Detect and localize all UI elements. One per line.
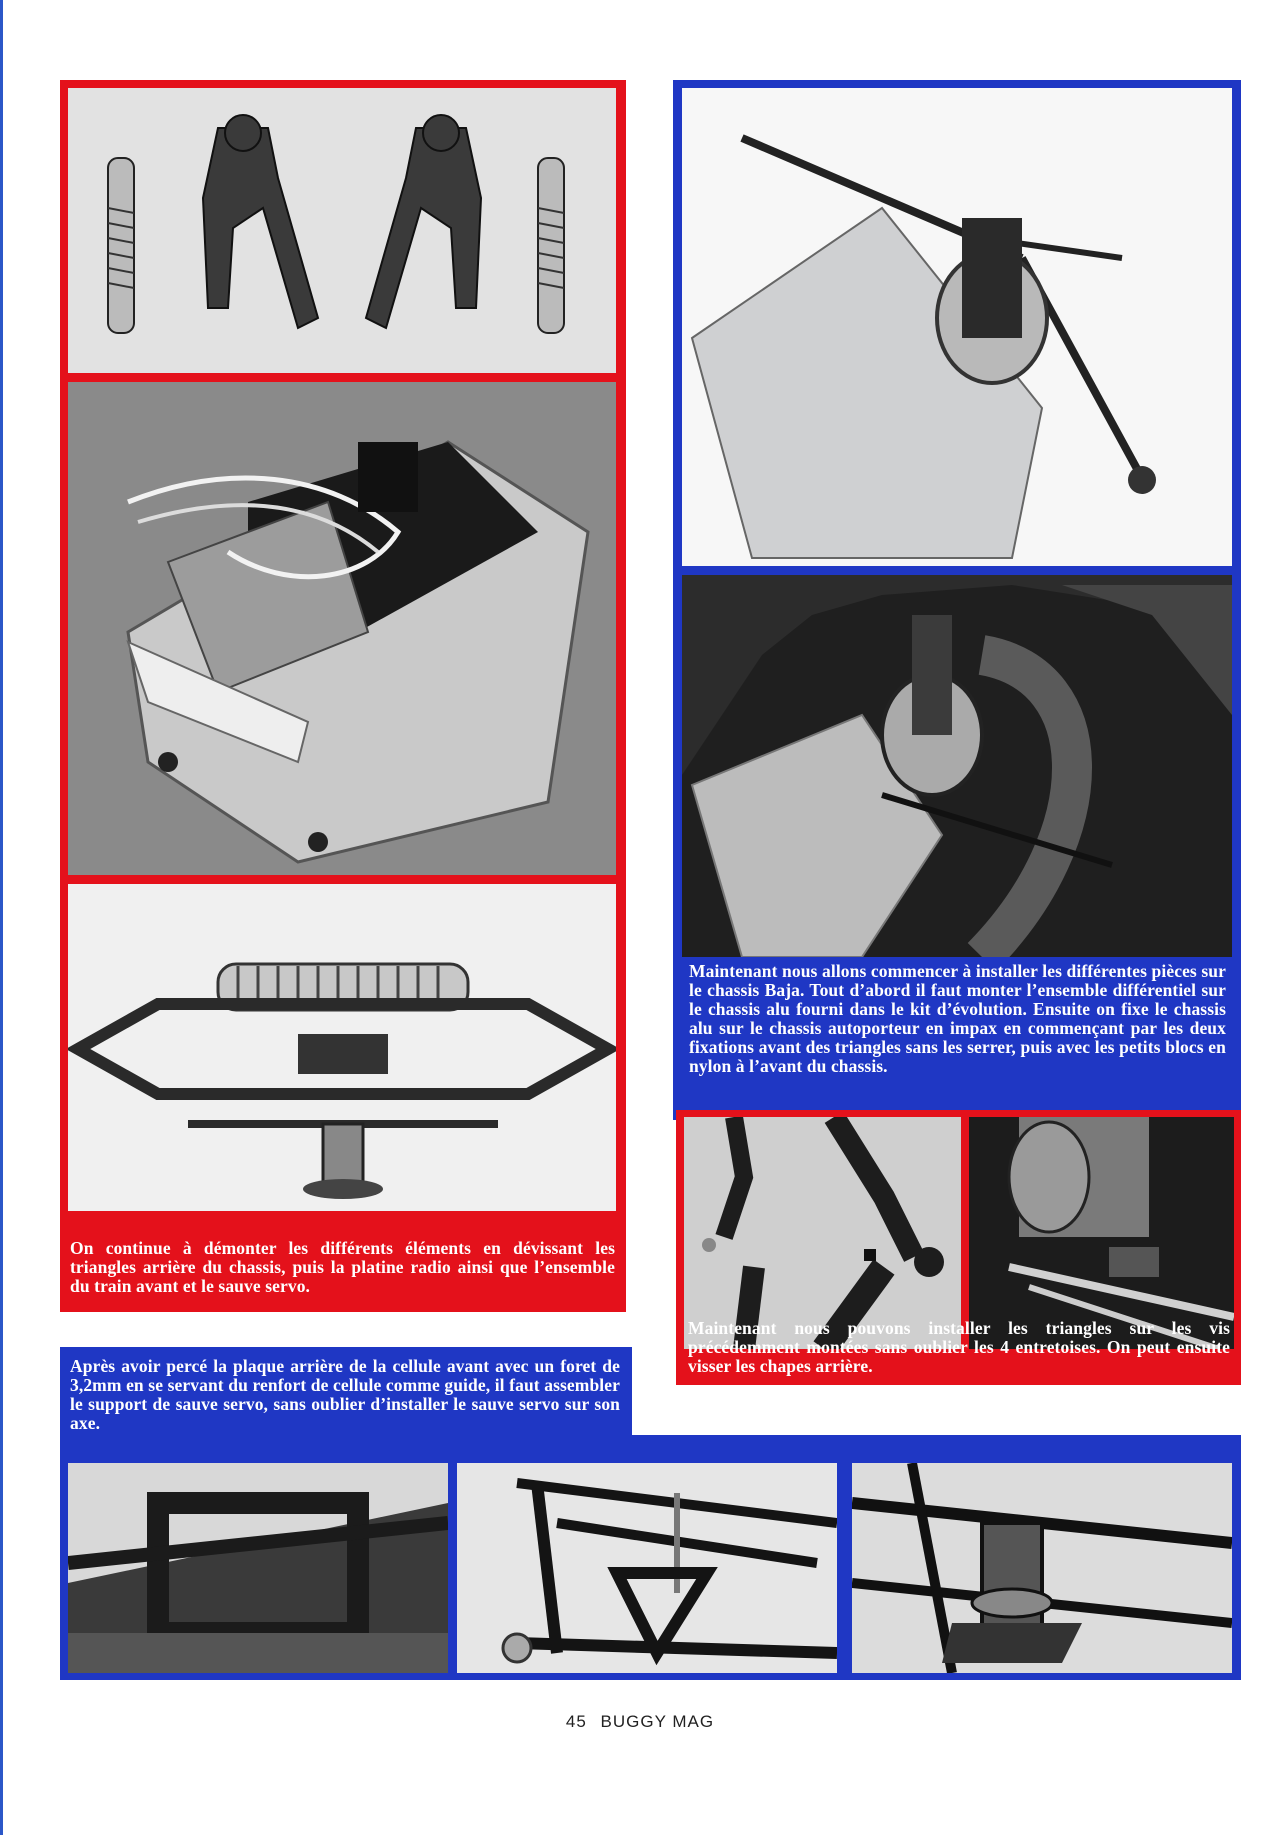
caption-triangles: Maintenant nous pouvons installer les triangles sur les vis précédemment montées sans oublier les 4 entretoises. On peut ensuite visser les chapes arrière.: [688, 1318, 1230, 1376]
page-footer: [0, 1712, 1280, 1732]
photo-radio-plate: [68, 382, 616, 875]
photo-triangle-screws: [684, 1117, 961, 1349]
photo-front-axle: [68, 884, 616, 1211]
page-number: 45: [565, 1712, 587, 1731]
caption-installation: Maintenant nous allons commencer à installer les différentes pièces sur le chassis Baja. Tout d’abord il faut monter l’ensemble différentiel sur le chassis alu fourni dans le kit d’évolution. Ensuite on fixe le chassis alu sur le chassis autoporteur en impax en commençant par les deux fixations avant des triangles sans les serrer, puis avec les petits blocs en nylon à l’avant du chassis.: [689, 961, 1226, 1076]
photo-shocks-hubs: [68, 88, 616, 373]
magazine-title: BUGGY MAG: [600, 1712, 715, 1731]
photo-differential-plate: [682, 88, 1232, 566]
page-edge-stripe: [0, 0, 3, 1835]
caption-disassembly: On continue à démonter les différents éléments en dévissant les triangles arrière du chassis, puis la platine radio ainsi que l’ensemble du train avant et le sauve servo.: [70, 1238, 615, 1296]
photo-chassis-baja: [682, 575, 1232, 957]
photo-servo-saver-1: [68, 1463, 448, 1673]
photo-rear-links: [969, 1117, 1234, 1349]
photo-servo-saver-3: [852, 1463, 1232, 1673]
caption-servo-saver: Après avoir percé la plaque arrière de la cellule avant avec un foret de 3,2mm en se servant du renfort de cellule comme guide, il faut assembler le support de sauve servo, sans oublier d’installer le sauve servo sur son axe.: [70, 1356, 620, 1433]
photo-servo-saver-2: [457, 1463, 837, 1673]
